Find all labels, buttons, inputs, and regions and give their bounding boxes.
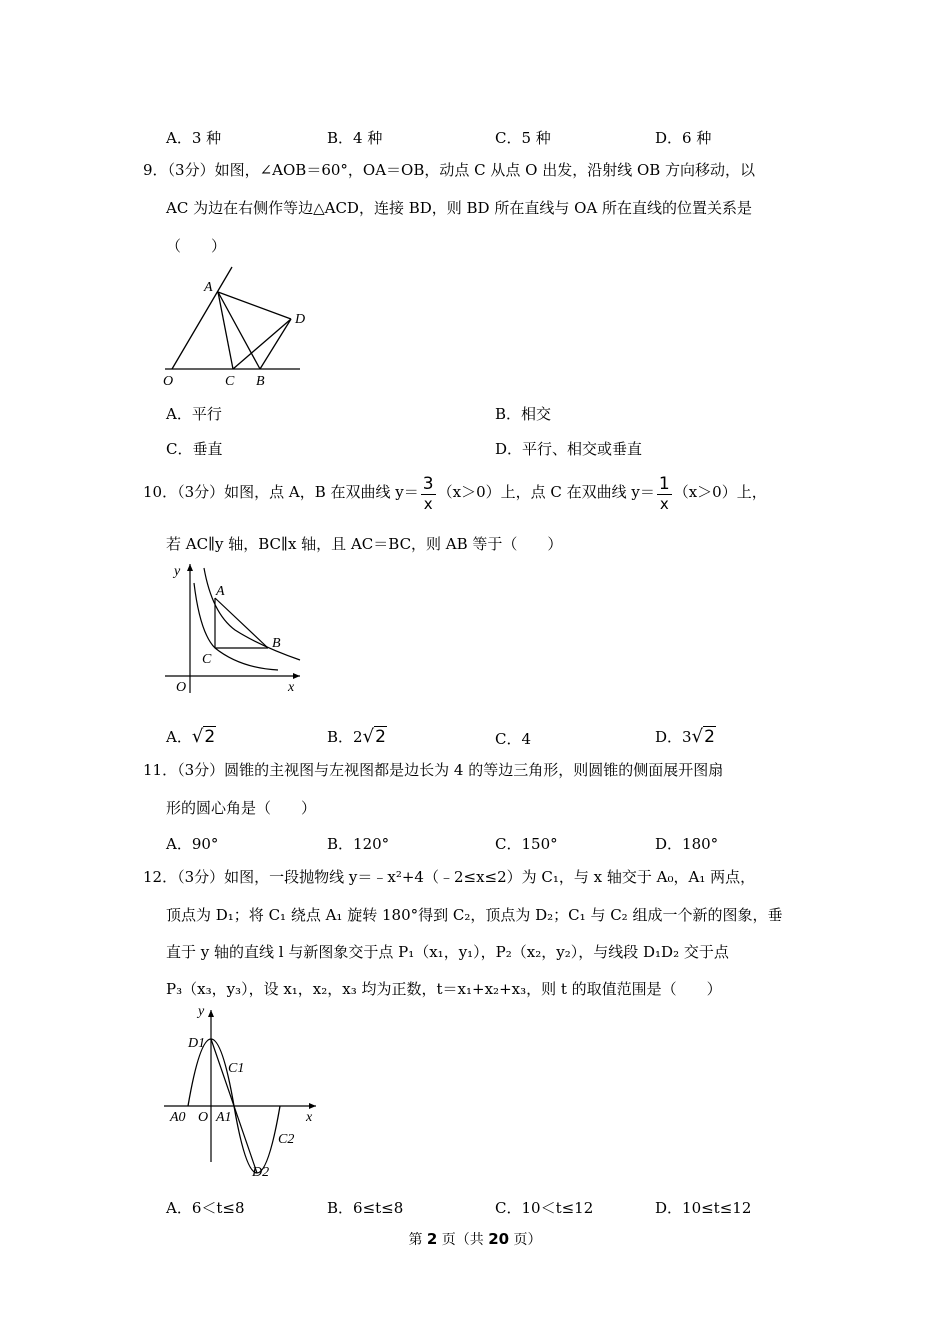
- q9-number: 9．: [143, 161, 168, 179]
- footer-middle: 页（共: [437, 1232, 489, 1248]
- q12-label-c1: C1: [228, 1061, 245, 1076]
- q9-label-d: D: [295, 312, 306, 327]
- q9-option-c: C．垂直: [166, 440, 223, 458]
- q12-figure: [160, 1004, 325, 1186]
- q9-seg-cd: [233, 319, 291, 369]
- q10-line1: [143, 472, 767, 513]
- q10-fraction-3-over-x: [421, 474, 436, 513]
- q8-option-c: C．5 种: [495, 129, 551, 147]
- q10-label-a: A: [216, 584, 225, 599]
- q11-option-a: A．90°: [166, 835, 219, 853]
- q11-line1: [143, 760, 723, 780]
- q10-label-b: B: [272, 636, 281, 651]
- q10-option-d-radicand: 2: [704, 727, 715, 747]
- q11-line2: 形的圆心角是（ ）: [166, 799, 317, 817]
- q10-option-b-sqrt: √2: [362, 726, 386, 747]
- q10-fraction-1-over-x: [657, 474, 672, 513]
- q10-x-arrow: [293, 673, 300, 679]
- q10-label-o: O: [176, 680, 187, 695]
- q12-line3: 直于 y 轴的直线 l 与新图象交于点 P₁（x₁，y₁），P₂（x₂，y₂），与线段 D₁D₂ 交于点: [166, 943, 729, 961]
- q10-option-d-sqrt: √2: [691, 726, 715, 747]
- q12-label-c2: C2: [278, 1132, 295, 1147]
- q10-option-b-prefix: B．2: [327, 728, 363, 746]
- q10-option-a-radicand: 2: [204, 727, 216, 747]
- q9-label-o: O: [163, 374, 174, 389]
- q8-option-a: A．3 种: [166, 129, 222, 147]
- q9-option-b: B．相交: [495, 405, 552, 423]
- q10-option-a: [166, 726, 216, 747]
- q10-option-c: C．4: [495, 730, 532, 748]
- q10-option-d-prefix: D．3: [655, 728, 692, 746]
- q12-line2: 顶点为 D₁；将 C₁ 绕点 A₁ 旋转 180°得到 C₂，顶点为 D₂；C₁ 与 C₂ 组成一个新的图象，垂: [166, 906, 783, 924]
- q8-option-b: B．4 种: [327, 129, 383, 147]
- q12-y-arrow: [208, 1010, 214, 1017]
- q12-label-y: y: [198, 1004, 205, 1019]
- footer-total-pages: 20: [488, 1230, 510, 1248]
- q9-paren: （ ）: [166, 237, 227, 255]
- q12-score: （3分）: [177, 868, 225, 886]
- q10-number: 10．: [143, 483, 178, 501]
- q9-seg-ab: [218, 292, 260, 369]
- q10-option-b-radicand: 2: [375, 727, 386, 747]
- q11-number: 11．: [143, 761, 178, 779]
- q10-option-a-sqrt: √2: [191, 726, 216, 747]
- q12-curve-c2: [234, 1106, 280, 1173]
- q10-label-x: x: [288, 680, 295, 695]
- q10-figure: [160, 558, 310, 700]
- q11-text-line1: 圆锥的主视图与左视图都是边长为 4 的等边三角形，则圆锥的侧面展开图扇: [224, 761, 724, 779]
- q9-text-line1: 如图，∠AOB＝60°，OA＝OB，动点 C 从点 O 出发，沿射线 OB 方向移动，以: [214, 161, 756, 179]
- footer-suffix: 页）: [509, 1232, 542, 1248]
- q12-x-arrow: [309, 1103, 316, 1109]
- q10-score: （3分）: [177, 483, 225, 501]
- q12-line1: [143, 867, 755, 887]
- q12-option-a: A．6＜t≤8: [166, 1199, 245, 1217]
- q11-option-c: C．150°: [495, 835, 558, 853]
- q9-option-a: A．平行: [166, 405, 222, 423]
- q10-text-3: （x＞0）上，: [673, 483, 767, 501]
- q12-label-o: O: [198, 1110, 209, 1125]
- q9-label-a: A: [204, 280, 213, 295]
- q8-option-d: D．6 种: [655, 129, 712, 147]
- q11-option-d: D．180°: [655, 835, 719, 853]
- q10-option-b: [327, 726, 387, 747]
- q12-label-a0: A0: [170, 1110, 186, 1125]
- q10-frac1-numerator: 3: [422, 473, 434, 494]
- q10-frac1-denominator: x: [423, 494, 433, 513]
- footer-prefix: 第: [408, 1232, 427, 1248]
- q12-label-d1: D1: [188, 1036, 206, 1051]
- q12-option-c: C．10＜t≤12: [495, 1199, 594, 1217]
- q10-option-a-prefix: A．: [166, 728, 192, 746]
- q10-text-1: 如图，点 A，B 在双曲线 y＝: [224, 483, 419, 501]
- q10-label-y: y: [174, 564, 181, 579]
- q9-line1: [143, 160, 755, 180]
- q12-text-line1: 如图，一段抛物线 y＝﹣x²+4（﹣2≤x≤2）为 C₁，与 x 轴交于 A₀，A₁ 两点，: [224, 868, 756, 886]
- q9-seg-ad: [218, 292, 291, 319]
- q12-number: 12．: [143, 868, 178, 886]
- q12-label-d2: D2: [252, 1165, 270, 1180]
- q9-seg-bd: [260, 319, 291, 369]
- q12-line4: P₃（x₃，y₃），设 x₁，x₂，x₃ 均为正数，t＝x₁+x₂+x₃，则 t 的取值范围是（ ）: [166, 980, 722, 998]
- q10-y-arrow: [187, 564, 193, 571]
- q10-frac2-numerator: 1: [658, 473, 670, 494]
- q9-label-c: C: [225, 374, 235, 389]
- q10-seg-ab: [215, 598, 268, 648]
- q12-label-a1: A1: [216, 1110, 232, 1125]
- q10-line2: 若 AC∥y 轴，BC∥x 轴，且 AC＝BC，则 AB 等于（ ）: [166, 535, 563, 553]
- q10-label-c: C: [202, 652, 212, 667]
- q12-label-x: x: [306, 1110, 313, 1125]
- q12-option-b: B．6≤t≤8: [327, 1199, 404, 1217]
- footer-page-number: 2: [426, 1230, 438, 1248]
- q11-option-b: B．120°: [327, 835, 390, 853]
- q9-label-b: B: [256, 374, 265, 389]
- q10-text-2: （x＞0）上，点 C 在双曲线 y＝: [437, 483, 655, 501]
- q10-frac2-denominator: x: [659, 494, 669, 513]
- q10-curve-3-over-x: [204, 568, 300, 660]
- q11-score: （3分）: [177, 761, 225, 779]
- q9-figure: [160, 262, 310, 392]
- q9-seg-ac: [218, 292, 233, 369]
- q9-line2: AC 为边在右侧作等边△ACD，连接 BD，则 BD 所在直线与 OA 所在直线的位置关系是: [166, 199, 753, 217]
- q10-option-d: [655, 726, 716, 747]
- q12-option-d: D．10≤t≤12: [655, 1199, 752, 1217]
- q9-option-d: D．平行、相交或垂直: [495, 440, 643, 458]
- page-footer: [0, 1229, 950, 1249]
- q9-score: （3分）: [167, 161, 215, 179]
